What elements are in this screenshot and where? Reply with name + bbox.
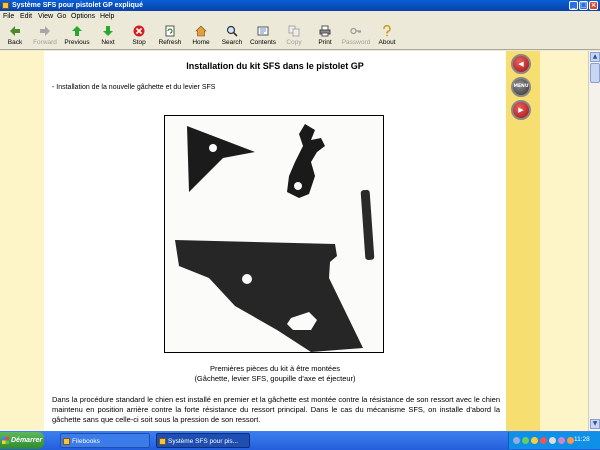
security-icon[interactable] xyxy=(540,437,547,444)
stop-icon xyxy=(133,25,145,37)
scroll-down-icon[interactable]: ▼ xyxy=(590,419,600,429)
previous-label: Previous xyxy=(64,39,90,46)
close-button[interactable]: × xyxy=(590,1,597,9)
menu-edit[interactable]: Edit xyxy=(20,13,33,20)
contents-label: Contents xyxy=(249,39,277,46)
next-arrow-icon xyxy=(102,25,114,37)
section-heading: - Installation de la nouvelle gâchette et du levier SFS xyxy=(52,84,216,91)
home-label: Home xyxy=(192,39,210,46)
help-icon xyxy=(381,25,393,37)
taskbar-item-filebooks[interactable] xyxy=(60,433,150,448)
trigger-hole xyxy=(294,182,302,190)
folder-icon xyxy=(63,438,70,445)
body-paragraph: Dans la procédure standard le chien est installé en premier et la gâchette est montée contre la résistance de son ressort avec le chien maintenu en position arrière contre la forte résistance du ressort principal. Dans le cas du mécanisme SFS, on installe d'abord la gâchette sans que celle-ci soit sous la pression de son ressort. xyxy=(52,395,500,424)
back-arrow-icon xyxy=(9,25,21,37)
taskbar-item-sfs[interactable] xyxy=(156,433,250,448)
windows-flag-icon xyxy=(2,437,9,444)
network-icon[interactable] xyxy=(513,437,520,444)
refresh-label: Refresh xyxy=(158,39,182,46)
menu-help[interactable]: Help xyxy=(100,13,115,20)
app-icon xyxy=(2,2,9,9)
photo-caption xyxy=(44,364,506,384)
nav-menu-button[interactable] xyxy=(511,77,531,97)
taskbar-item-label: Système SFS pour pis... xyxy=(168,438,239,445)
title-bar[interactable] xyxy=(0,0,600,11)
right-arrow-icon: ▶ xyxy=(518,106,524,114)
home-icon xyxy=(195,25,207,37)
scroll-thumb[interactable] xyxy=(590,63,600,83)
vertical-scrollbar[interactable] xyxy=(588,51,600,431)
content-area[interactable] xyxy=(0,51,600,431)
update-icon[interactable] xyxy=(531,437,538,444)
lever-hole xyxy=(209,144,217,152)
window-title: Système SFS pour pistolet GP expliqué xyxy=(12,2,143,9)
scroll-up-icon[interactable]: ▲ xyxy=(590,52,600,62)
menu-options[interactable]: Options xyxy=(71,13,96,20)
taskbar-item-label: Filebooks xyxy=(72,438,100,445)
menu-label: MENU xyxy=(513,84,529,89)
menu-go[interactable]: Go xyxy=(57,13,67,20)
shield-icon[interactable] xyxy=(567,437,574,444)
app-icon xyxy=(159,438,166,445)
menu-file[interactable]: File xyxy=(3,13,15,20)
kit-parts-illustration xyxy=(165,116,383,352)
sfs-lever-part xyxy=(187,126,255,192)
next-label: Next xyxy=(101,39,115,46)
caption-line-1: Premières pièces du kit à être montées xyxy=(209,364,341,373)
taskbar xyxy=(0,431,600,450)
forward-label: Forward xyxy=(33,39,57,46)
antivirus-icon[interactable] xyxy=(522,437,529,444)
messenger-icon[interactable] xyxy=(558,437,565,444)
menu-bar xyxy=(0,11,600,22)
ejector-round-hole xyxy=(242,274,252,284)
trigger-part xyxy=(287,124,325,198)
contents-icon xyxy=(257,25,269,37)
maximize-button[interactable]: □ xyxy=(580,1,587,9)
forward-arrow-icon xyxy=(39,25,51,37)
stop-label: Stop xyxy=(132,39,146,46)
password-label: Password xyxy=(341,39,371,46)
about-label: About xyxy=(378,39,396,46)
minimize-button[interactable]: _ xyxy=(569,1,578,10)
previous-arrow-icon xyxy=(71,25,83,37)
copy-label: Copy xyxy=(286,39,302,46)
nav-next-page-button[interactable] xyxy=(511,100,531,120)
print-label: Print xyxy=(318,39,332,46)
start-button[interactable] xyxy=(0,432,44,449)
menu-view[interactable]: View xyxy=(38,13,54,20)
about-button[interactable] xyxy=(368,24,406,49)
search-icon xyxy=(226,25,238,37)
left-arrow-icon: ◀ xyxy=(518,60,524,68)
ejector-part xyxy=(175,240,363,352)
print-icon xyxy=(319,25,331,37)
refresh-icon xyxy=(164,25,176,37)
back-label: Back xyxy=(7,39,23,46)
volume-icon[interactable] xyxy=(549,437,556,444)
toolbar xyxy=(0,22,600,50)
start-label: Démarrer xyxy=(11,437,43,444)
nav-previous-page-button[interactable] xyxy=(511,54,531,74)
search-label: Search xyxy=(221,39,243,46)
clock[interactable]: 11:28 xyxy=(574,436,590,443)
key-icon xyxy=(350,25,362,37)
document-page xyxy=(44,51,506,431)
kit-parts-photo xyxy=(164,115,384,353)
page-title: Installation du kit SFS dans le pistolet GP xyxy=(186,61,364,71)
axis-pin-part xyxy=(361,190,375,260)
copy-icon xyxy=(288,25,300,37)
caption-line-2: (Gâchette, levier SFS, goupille d'axe et éjecteur) xyxy=(194,374,356,383)
